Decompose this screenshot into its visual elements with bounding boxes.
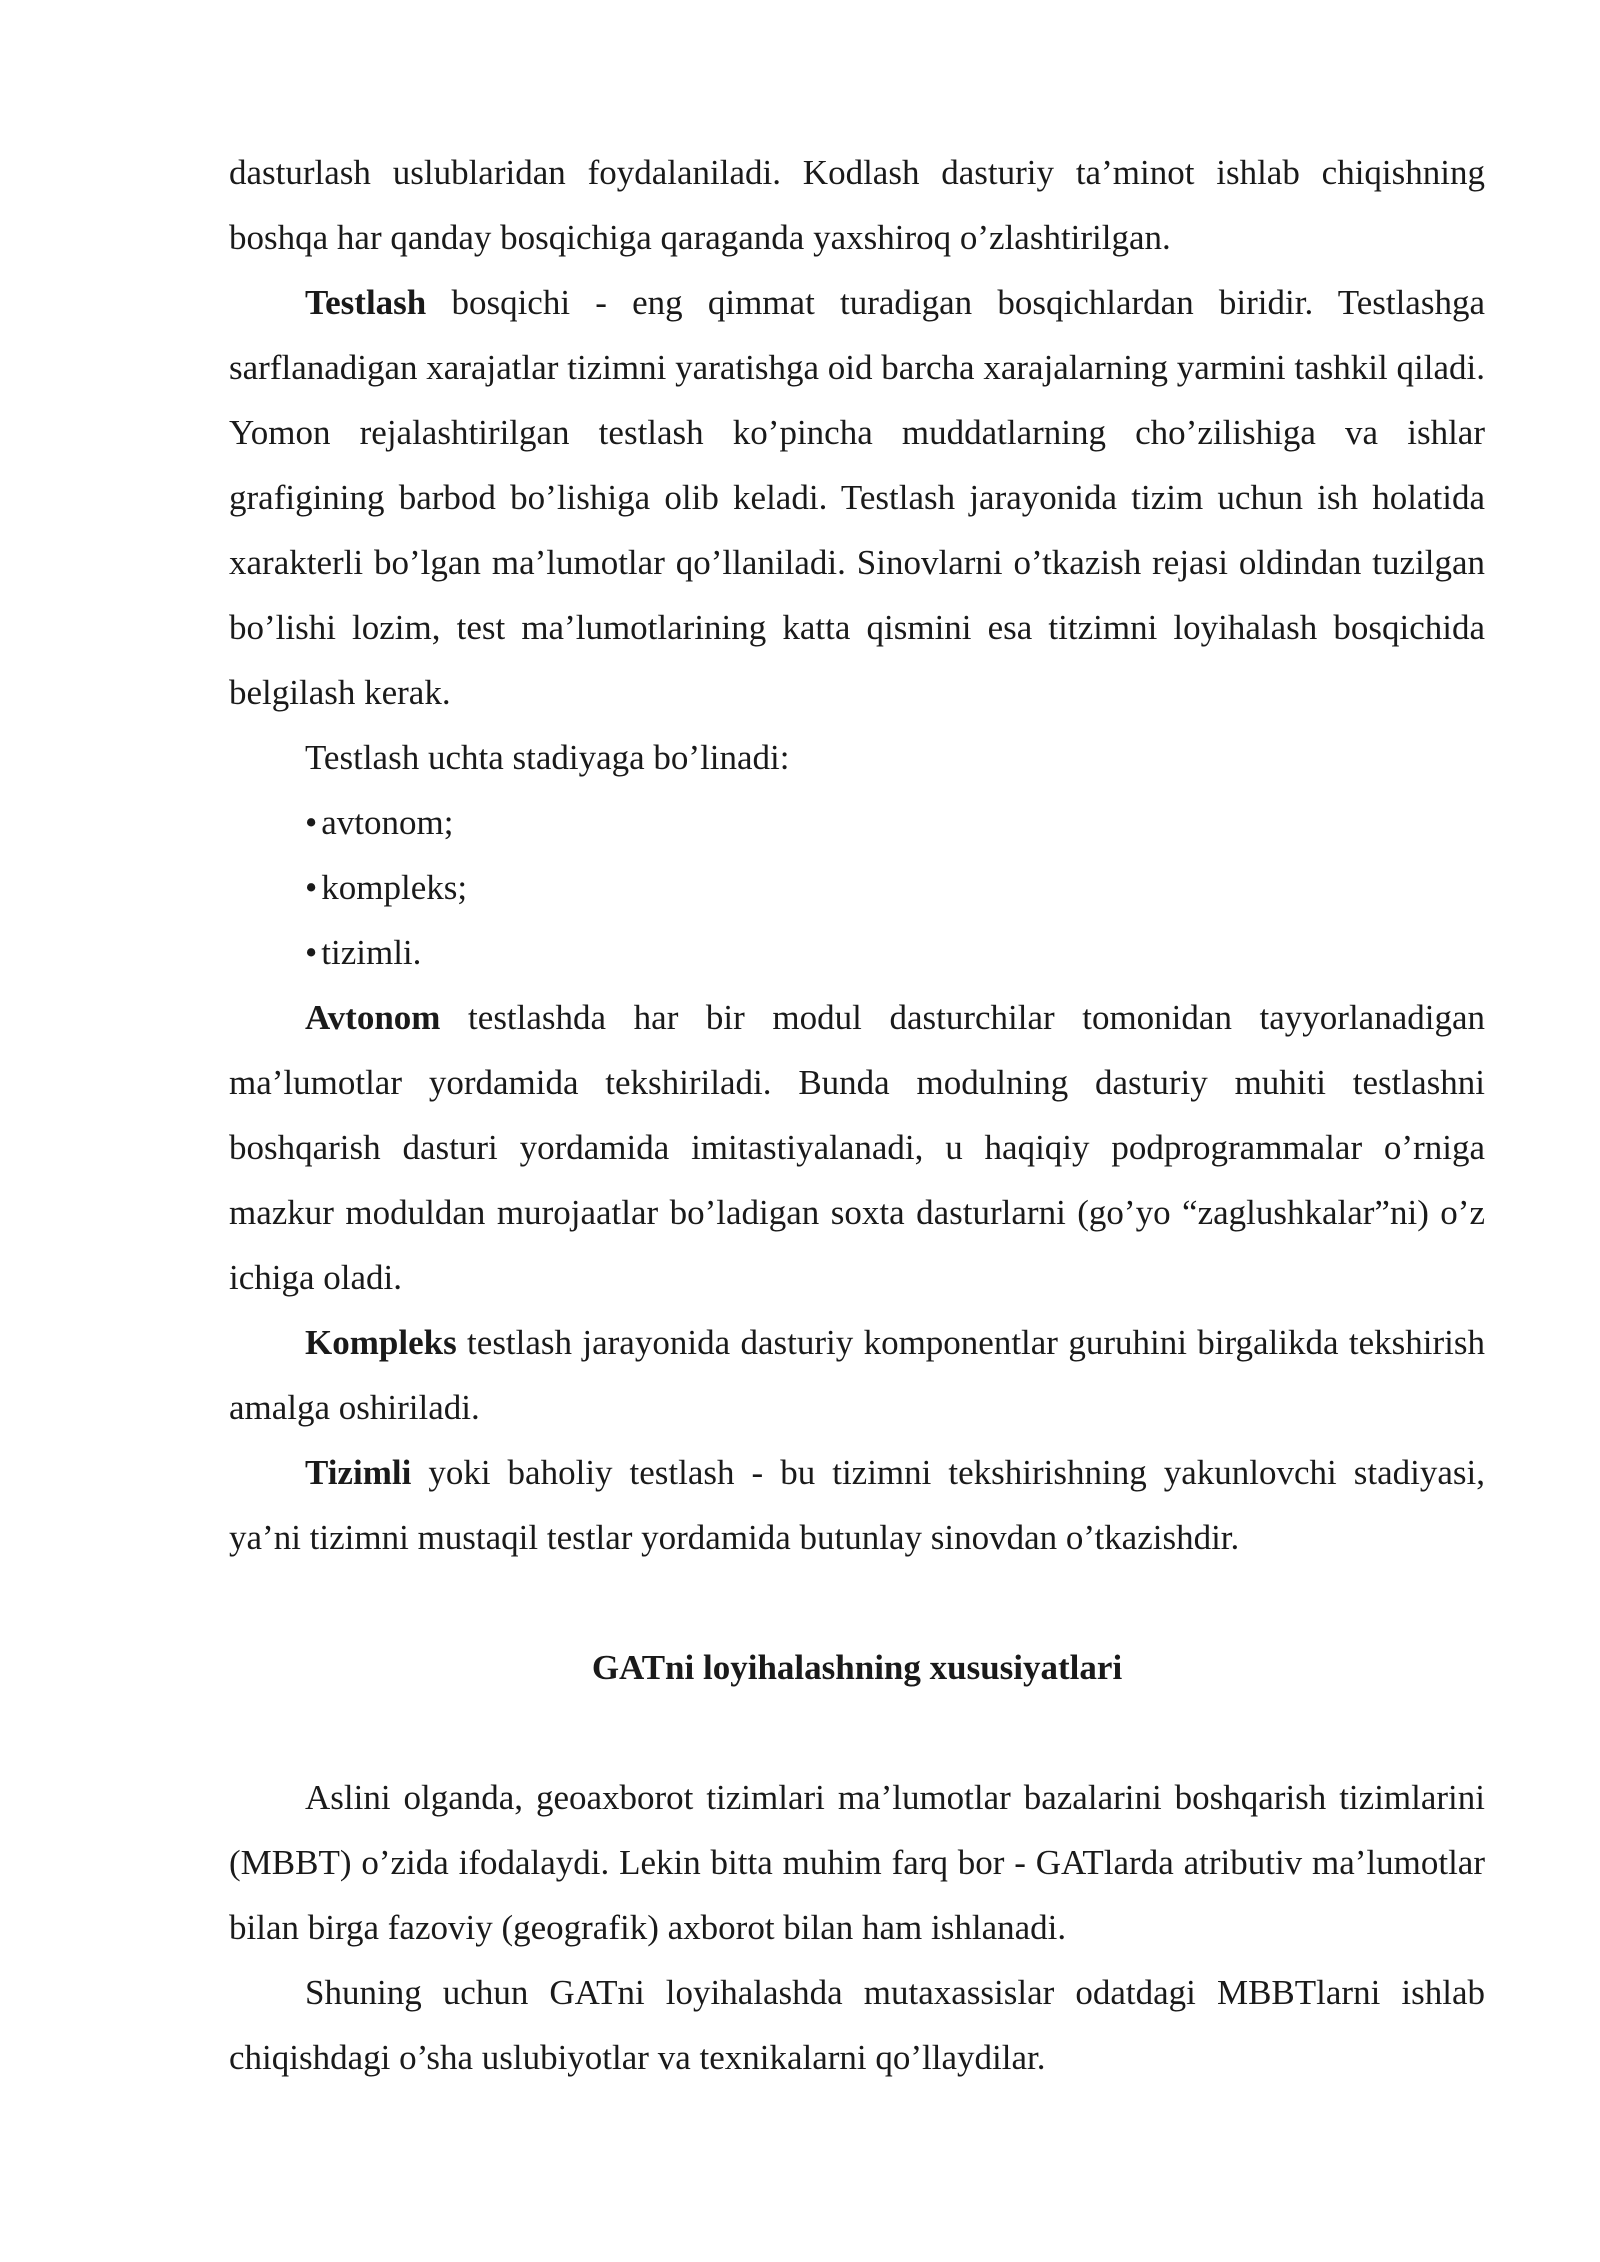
term-avtonom: Avtonom	[305, 998, 441, 1037]
list-item	[229, 855, 1485, 920]
term-tizimli: Tizimli	[305, 1453, 412, 1492]
bullet-icon: •	[305, 803, 318, 842]
paragraph-tizimli	[229, 1440, 1485, 1570]
term-testlash: Testlash	[305, 283, 427, 322]
paragraph-kompleks-text: testlash jarayonida dasturiy komponentlar guruhini birgalikda tekshirish amalga oshiriladi.	[229, 1323, 1485, 1427]
section-heading: GATni loyihalashning xususiyatlari	[591, 1648, 1123, 1687]
list-item-text: kompleks;	[321, 868, 468, 907]
bullet-icon: •	[305, 933, 318, 972]
list-item-text: avtonom;	[321, 803, 454, 842]
paragraph-testlash	[229, 270, 1485, 725]
paragraph-testlash-text: bosqichi - eng qimmat turadigan bosqichlardan biridir. Testlashga sarflanadigan xarajatlar tizimni yaratishga oid barcha xarajalarning yarmini tashkil qiladi. Yomon rejalashtirilgan testlash ko’pincha muddatlarning cho’zilishiga va ishlar grafigining barbod bo’lishiga olib keladi. Testlash jarayonida tizim uchun ish holatida xarakterli bo’lgan ma’lumotlar qo’llaniladi. Sinovlarni o’tkazish rejasi oldindan tuzilgan bo’lishi lozim, test ma’lumotlarining katta qismini esa titzimni loyihalash bosqichida belgilash kerak.	[229, 283, 1485, 712]
paragraph-avtonom	[229, 985, 1485, 1310]
document-page	[229, 140, 1485, 2090]
list-item-text: tizimli.	[321, 933, 422, 972]
paragraph-intro: dasturlash uslublaridan foydalaniladi. Kodlash dasturiy ta’minot ishlab chiqishning boshqa har qanday bosqichiga qaraganda yaxshiroq o’zlashtirilgan.	[229, 153, 1485, 257]
paragraph-avtonom-text: testlashda har bir modul dasturchilar tomonidan tayyorlanadigan ma’lumotlar yordamida tekshiriladi. Bunda modulning dasturiy muhiti testlashni boshqarish dasturi yordamida imitastiyalanadi, u haqiqiy podprogrammalar o’rniga mazkur moduldan murojaatlar bo’ladigan soxta dasturlarni (go’yo “zaglushkalar”ni) o’z ichiga oladi.	[229, 998, 1485, 1297]
paragraph-gat-methods: Shuning uchun GATni loyihalashda mutaxassislar odatdagi MBBTlarni ishlab chiqishdagi o’sha uslubiyotlar va texnikalarni qo’llaydilar.	[229, 1973, 1485, 2077]
paragraph-tizimli-text: yoki baholiy testlash - bu tizimni tekshirishning yakunlovchi stadiyasi, ya’ni tizimni mustaqil testlar yordamida butunlay sinovdan o’tkazishdir.	[229, 1453, 1485, 1557]
paragraph-kompleks	[229, 1310, 1485, 1440]
paragraph-stages-intro: Testlash uchta stadiyaga bo’linadi:	[305, 738, 790, 777]
list-item	[229, 920, 1485, 985]
list-item	[229, 790, 1485, 855]
bullet-icon: •	[305, 868, 318, 907]
paragraph-gat-intro: Aslini olganda, geoaxborot tizimlari ma’lumotlar bazalarini boshqarish tizimlarini (MBBT) o’zida ifodalaydi. Lekin bitta muhim farq bor - GATlarda atributiv ma’lumotlar bilan birga fazoviy (geografik) axborot bilan ham ishlanadi.	[229, 1778, 1485, 1947]
term-kompleks: Kompleks	[305, 1323, 457, 1362]
